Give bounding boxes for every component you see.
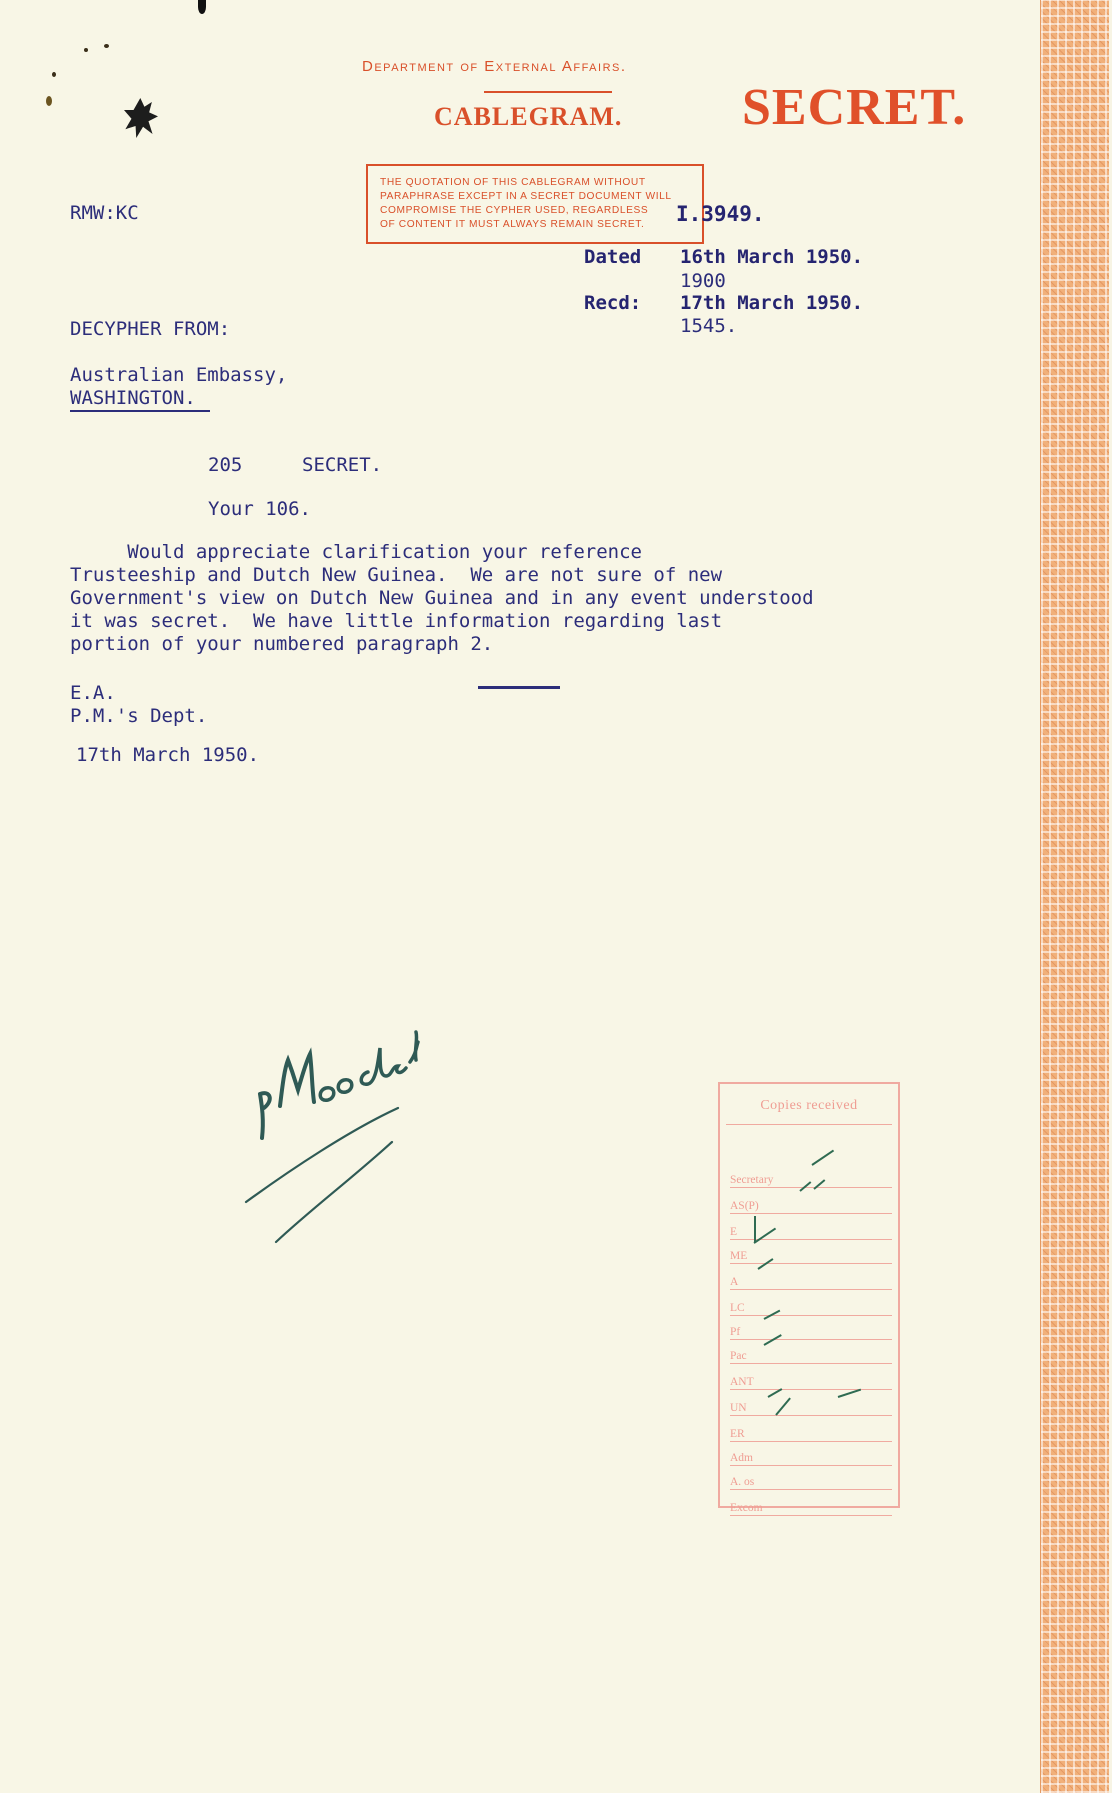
received-value: 17th March 1950. (680, 292, 864, 314)
stamp-row-label: A (730, 1276, 739, 1288)
stamp-divider (726, 1124, 892, 1125)
sender-name: Australian Embassy, (70, 364, 288, 386)
reference-initials: RMW:KC (70, 202, 139, 224)
stamp-row-label: Pac (730, 1350, 747, 1362)
classification-heading: SECRET. (742, 79, 967, 136)
message-body-line: it was secret. We have little information regarding last (70, 610, 723, 632)
warning-line: OF CONTENT IT MUST ALWAYS REMAIN SECRET. (380, 219, 645, 230)
stamp-row-line (730, 1389, 892, 1390)
stamp-row-label: A. os (730, 1476, 755, 1488)
stamp-row-label: ER (730, 1428, 745, 1440)
stamp-row-line (730, 1315, 892, 1316)
stamp-row-er (730, 1420, 892, 1442)
stamp-row-line (730, 1289, 892, 1290)
ink-speck (84, 48, 88, 52)
stamp-row-pf (730, 1318, 892, 1340)
dated-value: 16th March 1950. (680, 246, 864, 268)
form-title: CABLEGRAM. (434, 102, 623, 131)
message-body-line: Would appreciate clarification your reference (70, 541, 642, 563)
copies-received-stamp (718, 1082, 900, 1514)
stamp-row-me (730, 1242, 892, 1264)
stamp-row-line (730, 1363, 892, 1364)
message-reference: Your 106. (208, 498, 311, 520)
stamp-row-line (730, 1489, 892, 1490)
stamp-row-line (730, 1187, 892, 1188)
warning-line: PARAPHRASE EXCEPT IN A SECRET DOCUMENT WILL (380, 191, 672, 202)
city-underline (70, 410, 210, 412)
stamp-row-line (730, 1415, 892, 1416)
stamp-row-line (730, 1441, 892, 1442)
stamp-row-label: Pf (730, 1326, 741, 1338)
stamp-row-aos (730, 1468, 892, 1490)
stamp-row-line (730, 1263, 892, 1264)
warning-line: THE QUOTATION OF THIS CABLEGRAM WITHOUT (380, 177, 646, 188)
stamp-row-label: AS(P) (730, 1200, 759, 1212)
received-time: 1545. (680, 315, 738, 337)
ink-blot (124, 98, 158, 138)
stamp-row-line (730, 1515, 892, 1516)
department-name: Department of External Affairs. (362, 58, 627, 75)
stamp-row-label: ANT (730, 1376, 754, 1388)
reference-number: I.3949. (676, 202, 765, 226)
dated-time: 1900 (680, 270, 726, 292)
stamp-row-a (730, 1268, 892, 1290)
message-number: 205 (208, 454, 243, 476)
stamp-row-line (730, 1339, 892, 1340)
check-mark-icon (811, 1150, 834, 1166)
stamp-row-adm (730, 1444, 892, 1466)
stamp-row-ant (730, 1368, 892, 1390)
stamp-row-label: E (730, 1226, 738, 1238)
ink-speck (198, 0, 206, 14)
stamp-row-line (730, 1465, 892, 1466)
decorative-border (1040, 0, 1109, 1793)
stamp-row-pac (730, 1342, 892, 1364)
message-body-line: portion of your numbered paragraph 2. (70, 633, 494, 655)
stamp-row-label: ME (730, 1250, 748, 1262)
message-classification: SECRET. (302, 454, 383, 476)
distribution-line: E.A. (70, 682, 116, 704)
ink-speck (104, 44, 109, 48)
cypher-warning-box (366, 164, 704, 244)
stamp-row-label: LC (730, 1302, 745, 1314)
stamp-row-line (730, 1213, 892, 1214)
check-mark-icon (754, 1216, 756, 1242)
stamp-row-un (730, 1394, 892, 1416)
stamp-row-lc (730, 1294, 892, 1316)
distribution-line: P.M.'s Dept. (70, 705, 208, 727)
letterhead-divider (484, 91, 612, 93)
warning-line: COMPROMISE THE CYPHER USED, REGARDLESS (380, 205, 649, 216)
message-body-line: Trusteeship and Dutch New Guinea. We are not sure of new (70, 564, 723, 586)
stamp-row-secretary (730, 1166, 892, 1188)
sender-city: WASHINGTON. (70, 387, 196, 409)
stamp-row-excom (730, 1494, 892, 1516)
message-body-line: Government's view on Dutch New Guinea and in any event understood (70, 587, 814, 609)
stamp-row-asp (730, 1192, 892, 1214)
dated-label: Dated (584, 246, 642, 268)
received-label: Recd: (584, 292, 642, 314)
stamp-title: Copies received (760, 1098, 858, 1113)
ink-speck (52, 72, 56, 77)
decypher-from-label: DECYPHER FROM: (70, 318, 231, 340)
stamp-row-label: Adm (730, 1452, 753, 1464)
ink-speck (46, 96, 52, 106)
stamp-row-label: Secretary (730, 1174, 774, 1186)
end-of-message-rule (478, 686, 560, 689)
stamp-row-label: Excom (730, 1502, 763, 1514)
distribution-date: 17th March 1950. (76, 744, 260, 766)
stamp-row-label: UN (730, 1402, 747, 1414)
handwritten-signature (240, 1010, 450, 1260)
